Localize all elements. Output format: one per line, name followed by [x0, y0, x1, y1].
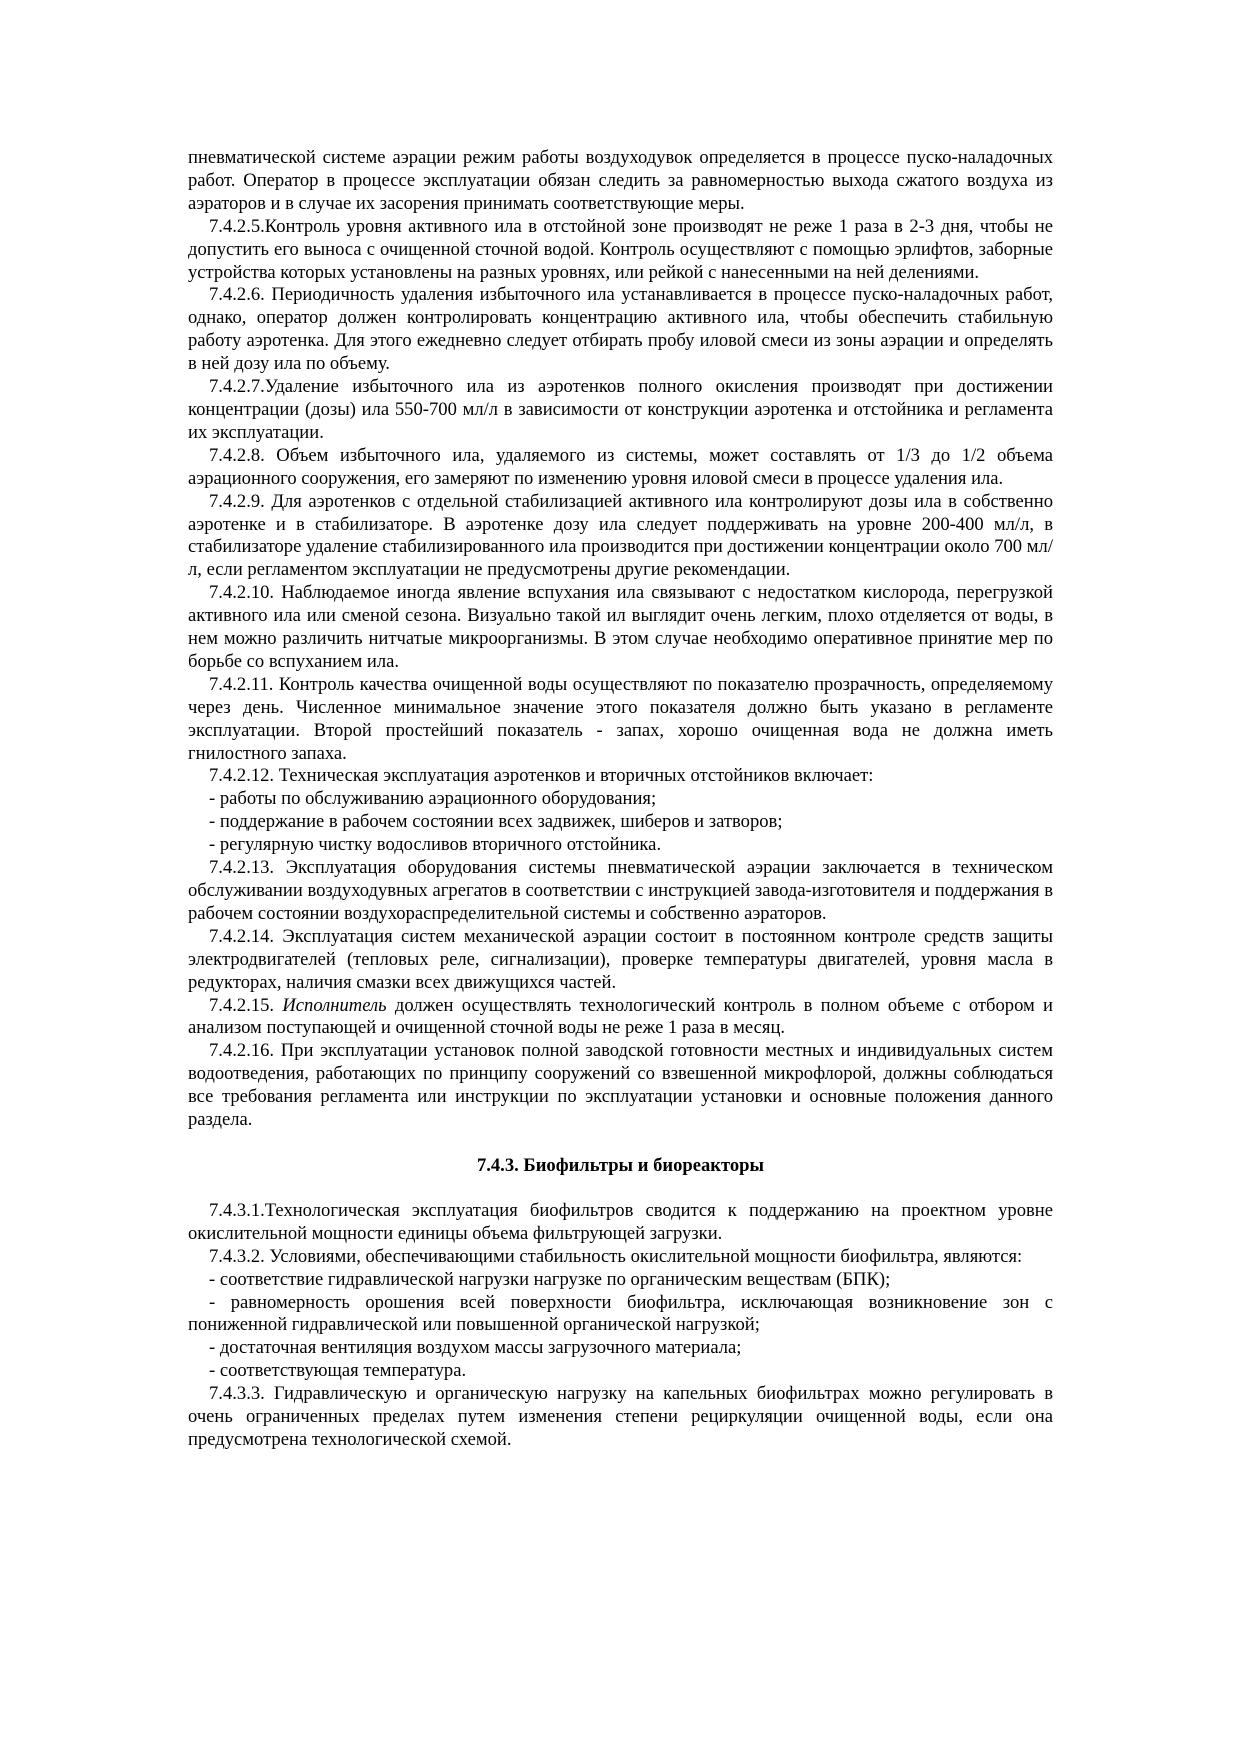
list-item: - поддержание в рабочем состоянии всех задвижек, шиберов и затворов; [209, 811, 783, 833]
paragraph-number: 7.4.2.15. [209, 994, 283, 1016]
paragraph-7-4-2-16: 7.4.2.16. При эксплуатации установок полной заводской готовности местных и индивидуальных систем водоотведения, работающих по принципу сооружений со взвешенной микрофлорой, должны соблюдаться все требования регламента или инструкции по эксплуатации установки и основные положения данного раздела. [188, 1040, 1053, 1131]
list-item: - достаточная вентиляция воздухом массы загрузочного материала; [209, 1337, 742, 1359]
paragraph-continuation: пневматической системе аэрации режим работы воздуходувок определяется в процессе пуско-наладочных работ. Оператор в процессе эксплуатации обязан следить за равномерностью выхода сжатого воздуха из аэраторов и в случае их засорения принимать соответствующие меры. [188, 147, 1053, 214]
italic-term: Исполнитель [282, 994, 387, 1016]
paragraph-text: должен осуществлять технологический контроль в полном объеме с отбором и анализом поступающей и очищенной сточной воды не реже 1 раза в месяц. [188, 994, 1053, 1039]
paragraph-7-4-2-9: 7.4.2.9. Для аэротенков с отдельной стабилизацией активного ила контролируют дозы ила в собственно аэротенке и в стабилизаторе. В аэротенке дозу ила следует поддерживать на уровне 200-400 мл/л, в стабилизаторе удаление стабилизированного ила производится при достижении концентрации около 700 мл/л, если регламентом эксплуатации не предусмотрены другие рекомендации. [188, 490, 1053, 581]
list-item: - соответствующая температура. [209, 1360, 467, 1382]
paragraph-7-4-2-13: 7.4.2.13. Эксплуатация оборудования системы пневматической аэрации заключается в техническом обслуживании воздуходувных агрегатов в соответствии с инструкцией завода-изготовителя и поддержания в рабочем состоянии воздухораспределительной системы и собственно аэраторов. [188, 857, 1053, 924]
list-item: - работы по обслуживанию аэрационного оборудования; [209, 788, 657, 810]
paragraph-7-4-2-14: 7.4.2.14. Эксплуатация систем механической аэрации состоит в постоянном контроле средств защиты электродвигателей (тепловых реле, сигнализации), проверке температуры двигателей, уровня масла в редукторах, наличия смазки всех движущихся частей. [188, 925, 1053, 993]
paragraph-7-4-2-8: 7.4.2.8. Объем избыточного ила, удаляемого из системы, может составлять от 1/3 до 1/2 объема аэрационного сооружения, его замеряют по изменению уровня иловой смеси в процессе удаления ила. [188, 444, 1053, 489]
section-heading: 7.4.3. Биофильтры и биореакторы [476, 1154, 765, 1176]
list-item: - соответствие гидравлической нагрузки нагрузке по органическим веществам (БПК); [209, 1268, 891, 1290]
paragraph-7-4-2-12: 7.4.2.12. Техническая эксплуатация аэротенков и вторичных отстойников включает: [209, 765, 874, 787]
paragraph-7-4-2-10: 7.4.2.10. Наблюдаемое иногда явление вспухания ила связывают с недостатком кислорода, перегрузкой активного ила или сменой сезона. Визуально такой ил выглядит очень легким, плохо отделяется от воды, в нем можно различить нитчатые микроорганизмы. В этом случае необходимо оперативное принятие мер по борьбе со вспуханием ила. [188, 582, 1053, 672]
paragraph-7-4-2-6: 7.4.2.6. Периодичность удаления избыточного ила устанавливается в процессе пуско-наладочных работ, однако, оператор должен контролировать концентрацию активного ила, чтобы обеспечить стабильную работу аэротенка. Для этого ежедневно следует отбирать пробу иловой смеси из зоны аэрации и определять в ней дозу ила по объему. [188, 284, 1053, 375]
paragraph-7-4-2-5: 7.4.2.5.Контроль уровня активного ила в отстойной зоне производят не реже 1 раза в 2-3 дня, чтобы не допустить его выноса с очищенной сточной водой. Контроль осуществляют с помощью эрлифтов, заборные устройства которых установлены на разных уровнях, или рейкой с нанесенными на ней делениями. [188, 215, 1053, 283]
document-page [188, 147, 1053, 1452]
paragraph-7-4-3-2: 7.4.3.2. Условиями, обеспечивающими стабильность окислительной мощности биофильтра, являются: [209, 1245, 1023, 1267]
paragraph-7-4-2-11: 7.4.2.11. Контроль качества очищенной воды осуществляют по показателю прозрачность, определяемому через день. Численное минимальное значение этого показателя должно быть указано в регламенте эксплуатации. Второй простейший показатель - запах, хорошо очищенная вода не должна иметь гнилостного запаха. [188, 673, 1053, 764]
paragraph-7-4-3-3: 7.4.3.3. Гидравлическую и органическую нагрузку на капельных биофильтрах можно регулировать в очень ограниченных пределах путем изменения степени рециркуляции очищенной воды, если она предусмотрена технологической схемой. [188, 1383, 1053, 1450]
paragraph-7-4-2-15 [188, 995, 1053, 1041]
paragraph-7-4-3-1: 7.4.3.1.Технологическая эксплуатация биофильтров сводится к поддержанию на проектном уровне окислительной мощности единицы объема фильтрующей загрузки. [188, 1199, 1053, 1244]
paragraph-7-4-2-7: 7.4.2.7.Удаление избыточного ила из аэротенков полного окисления производят при достижении концентрации (дозы) ила 550-700 мл/л в зависимости от конструкции аэротенка и отстойника и регламента их эксплуатации. [188, 376, 1053, 443]
list-item: - равномерность орошения всей поверхности биофильтра, исключающая возникновение зон с пониженной гидравлической или повышенной органической нагрузкой; [188, 1291, 1053, 1336]
list-item: - регулярную чистку водосливов вторичного отстойника. [209, 834, 662, 856]
